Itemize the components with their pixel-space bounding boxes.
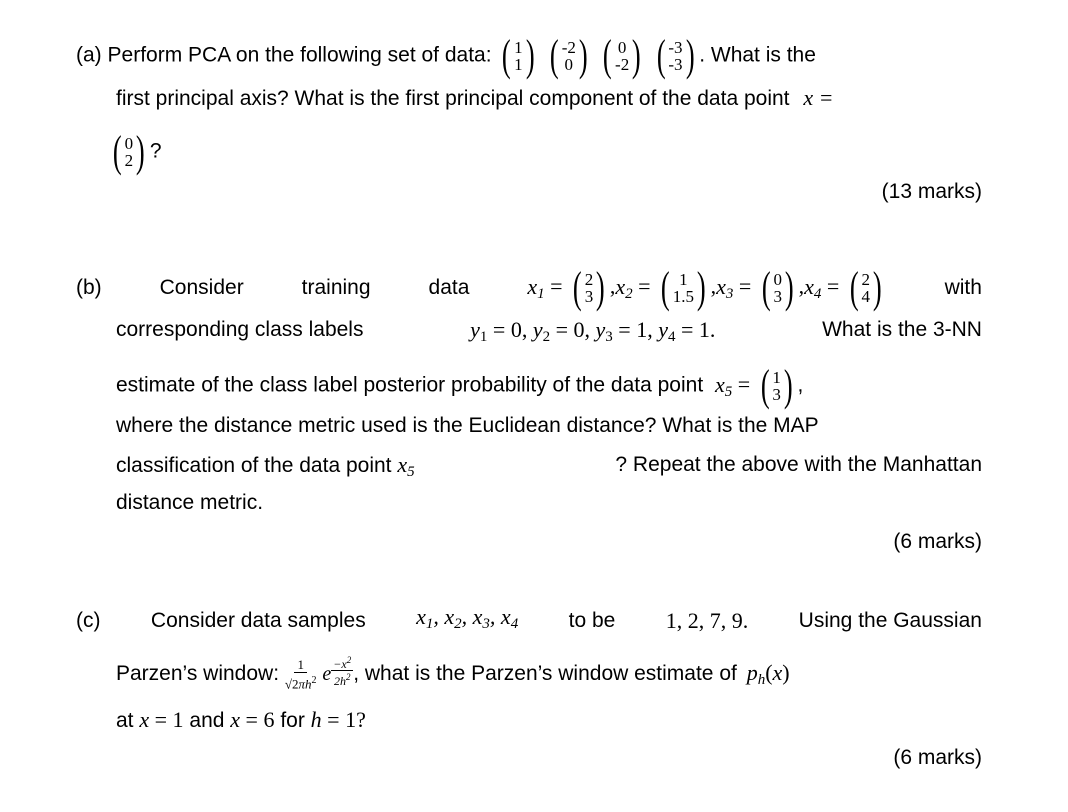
training-vectors: $x_1$ = ( 2 3 ) $,x_2$ = ( 1 1.5 ) $,x_3$ = ( 0 3 ) $,x_4$ = ( 2 4 ) [527, 266, 886, 310]
question-a-text2: . What is the [699, 43, 816, 67]
parzen-coefficient: $\frac{1}{√2\pi h^2}$ [284, 657, 317, 692]
question-a-line2: first principal axis? What is the first principal component of the data point x = [116, 85, 834, 110]
question-b-line1: (b) Consider training data $x_1$ = ( 2 3 ) $,x_2$ = ( 1 1.5 ) $,x_3$ = ( 0 3 ) $,x_4$ = ( 2 4 ) with [76, 263, 982, 312]
marks-a: (13 marks) [881, 180, 982, 203]
question-a-line3: ( 0 2 ) ? [108, 130, 162, 174]
data-vector-3: ( 0 -2 ) [603, 31, 641, 80]
class-labels: $y_1 = 0$, $y_2 = 0$, $y_3 = 1$, $y_4 = 1$. [470, 317, 716, 345]
question-c-line2: Parzen’s window: $\frac{1}{√2\pi h^2}$ e $\frac{-x^2}{2h^2}$ , what is the Parzen’s window estimate of $p_h(x)$ [116, 655, 790, 692]
x3-vector: ( 0 3 ) [761, 263, 794, 312]
question-b-line6: distance metric. [116, 491, 264, 514]
x-equation: x = [803, 85, 834, 110]
x5-vector: ( 1 3 ) [760, 361, 793, 410]
data-vector-2: ( -2 0 ) [549, 31, 588, 80]
question-c-line1: (c) Consider data samples $x_1$, $x_2$, $x_3$, $x_4$ to be 1, 2, 7, 9. Using the Gaussian [76, 603, 982, 638]
question-a-label: (a) [76, 43, 102, 67]
question-b-line4: where the distance metric used is the Euclidean distance? What is the MAP [116, 414, 819, 437]
question-a-line1 [76, 31, 816, 80]
question-b-line2: corresponding class labels $y_1 = 0$, $y_2 = 0$, $y_3 = 1$, $y_4 = 1$. What is the 3-NN [116, 316, 982, 351]
marks-c: (6 marks) [893, 746, 982, 769]
parzen-exponent: $\frac{-x^2}{2h^2}$ [333, 655, 352, 688]
marks-b: (6 marks) [893, 530, 982, 553]
samples-values: 1, 2, 7, 9. [665, 607, 749, 633]
data-vector-4: ( -3 -3 ) [656, 31, 695, 80]
x2-vector: ( 1 1.5 ) [660, 263, 706, 312]
point-vector: ( 0 2 ) [112, 127, 145, 176]
question-c-line3: at x = 1 and x = 6 for h = 1? [116, 707, 366, 732]
x1-vector: ( 2 3 ) [572, 263, 605, 312]
question-b-line3: estimate of the class label posterior probability of the data point $x_5$ = ( 1 3 ) , [116, 361, 804, 410]
question-a-text: Perform PCA on the following set of data: [107, 43, 492, 67]
question-b-line5: classification of the data point $x_5$ ? Repeat the above with the Manhattan [116, 452, 982, 480]
x4-vector: ( 2 4 ) [849, 263, 882, 312]
samples-vars: $x_1$, $x_2$, $x_3$, $x_4$ [416, 604, 519, 632]
data-vector-1: ( 1 1 ) [502, 31, 535, 80]
